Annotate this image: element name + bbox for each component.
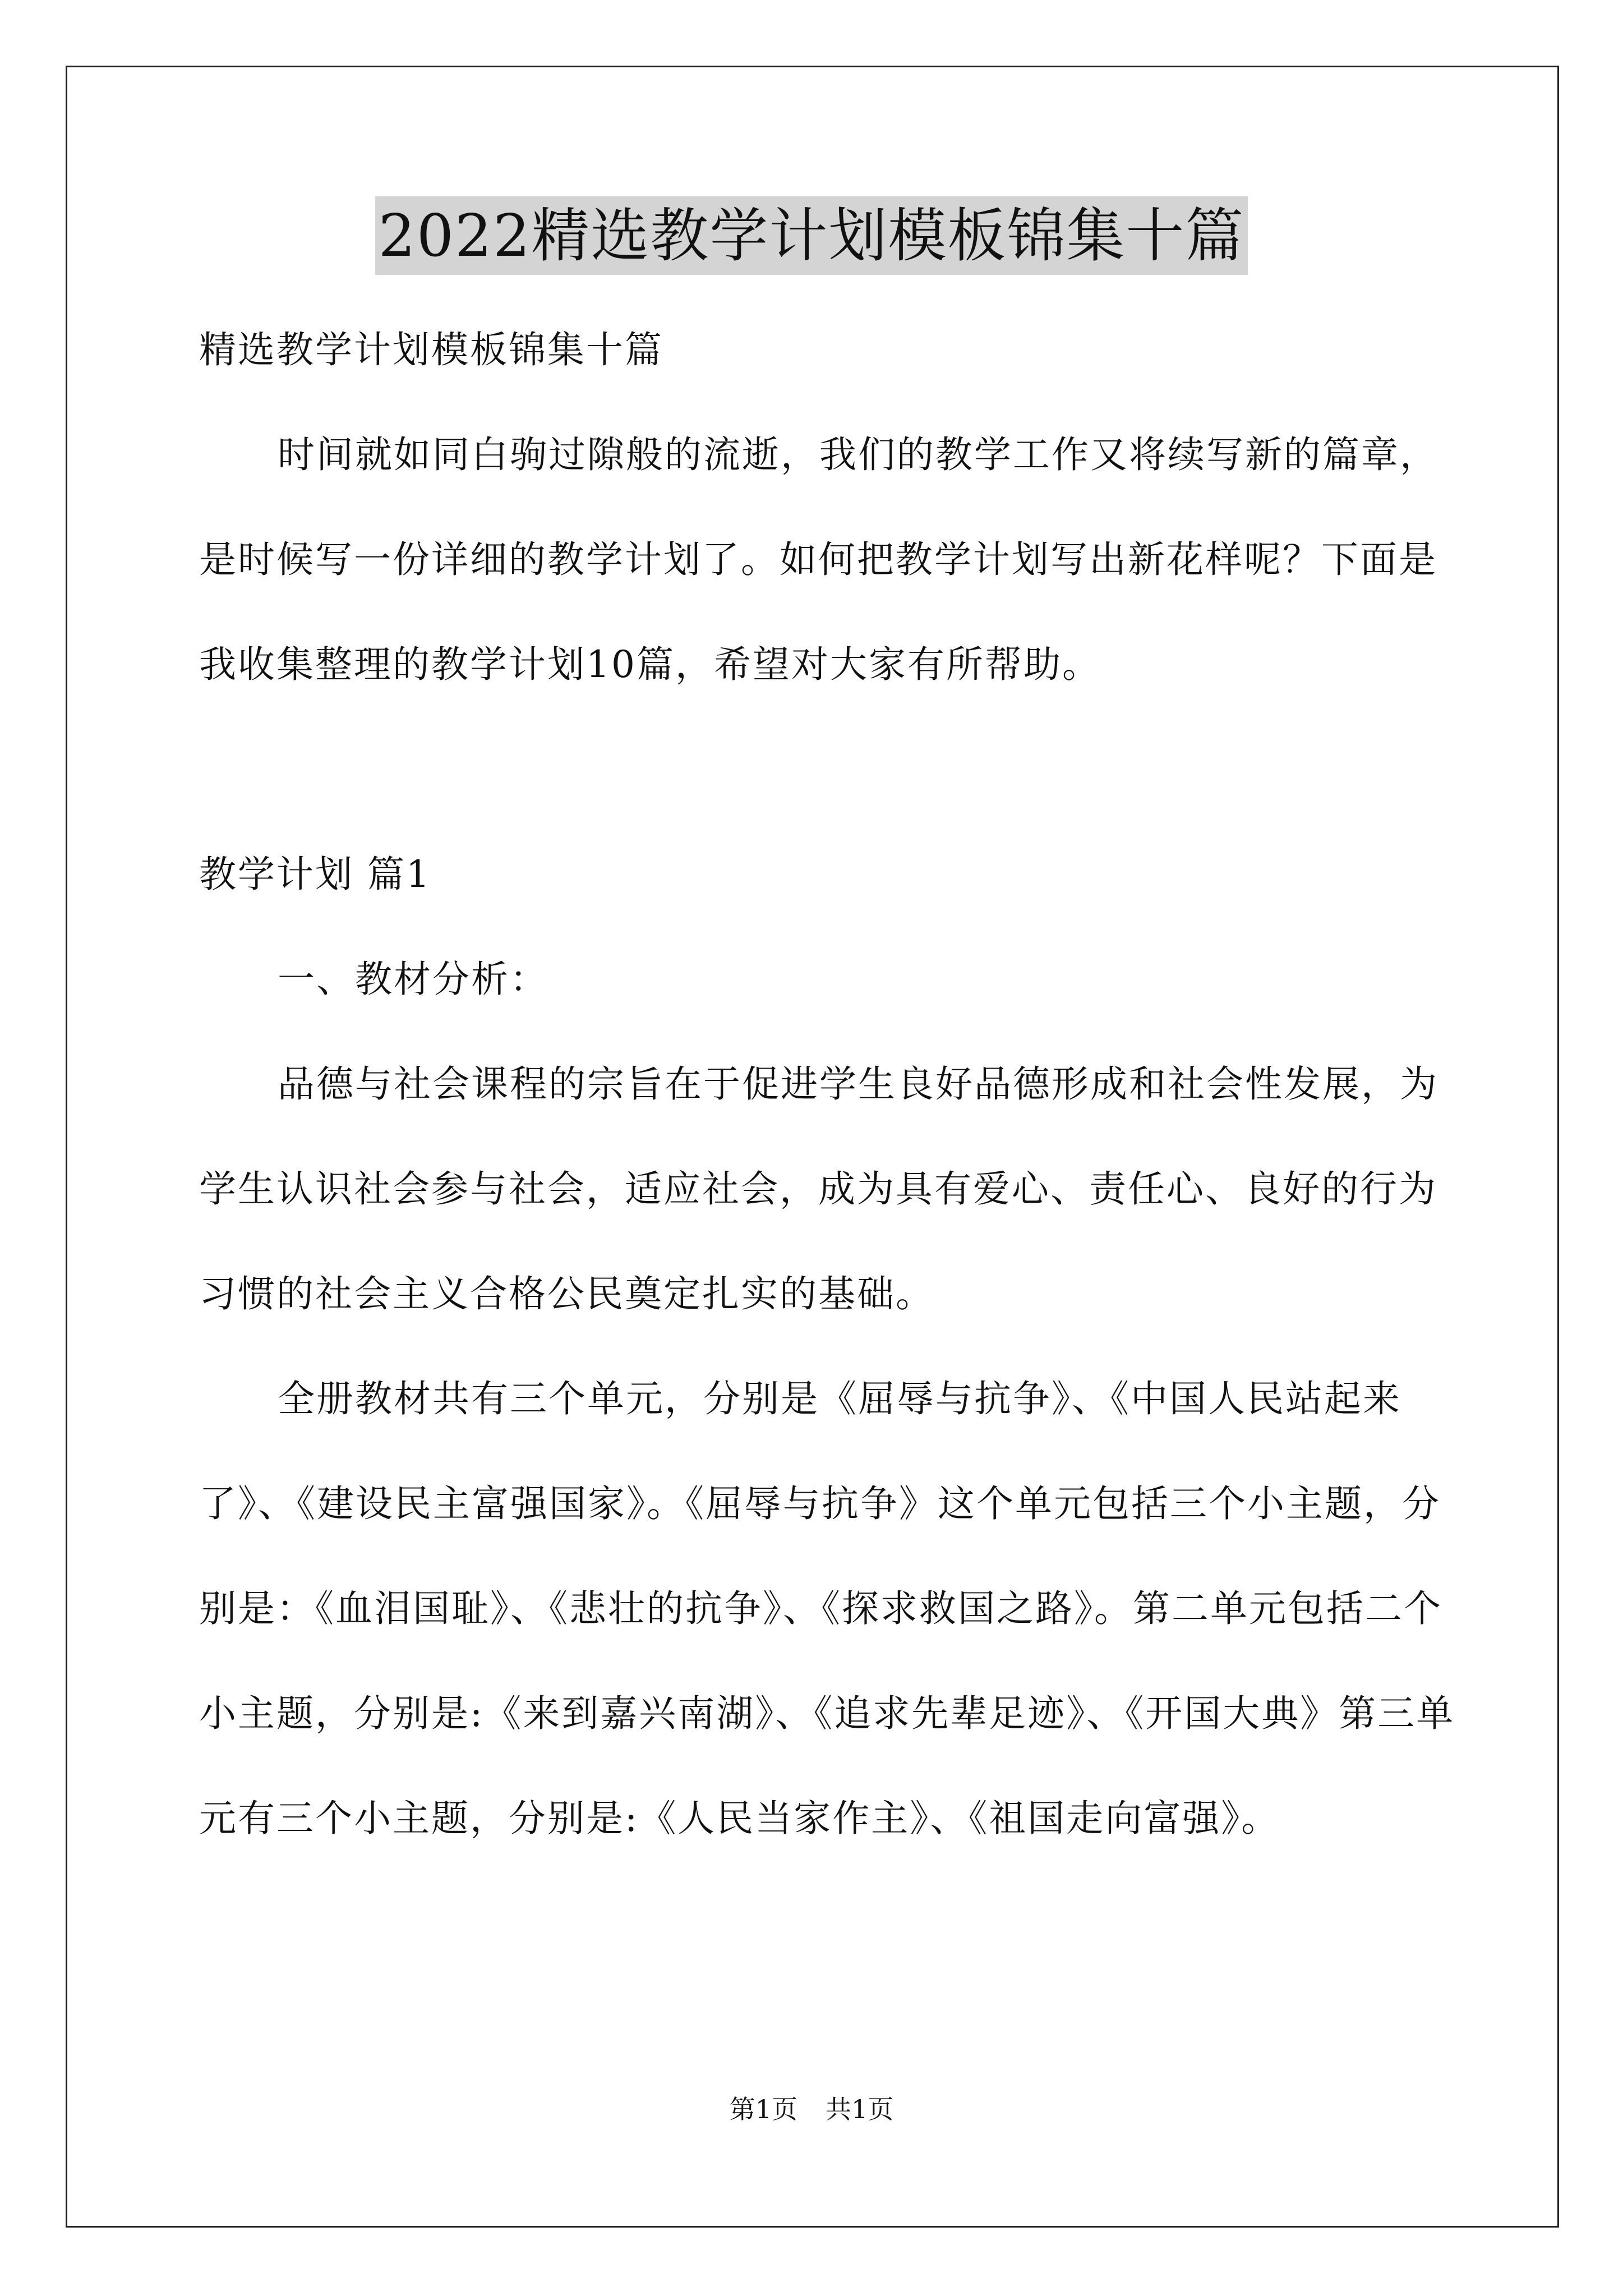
page-footer xyxy=(0,2092,1623,2126)
title-container xyxy=(0,196,1623,275)
document-body xyxy=(199,297,1461,1871)
page-number-current: 第1页 xyxy=(729,2094,797,2124)
page-number-total: 共1页 xyxy=(826,2094,894,2124)
body-paragraph-1: 品德与社会课程的宗旨在于促进学生良好品德形成和社会性发展，为学生认识社会参与社会，适应社会，成为具有爱心、责任心、良好的行为习惯的社会主义合格公民奠定扎实的基础。 xyxy=(199,1062,1438,1315)
intro-paragraph: 时间就如同白驹过隙般的流逝，我们的教学工作又将续写新的篇章，是时候写一份详细的教学计划了。如何把教学计划写出新花样呢？下面是我收集整理的教学计划10篇，希望对大家有所帮助。 xyxy=(199,433,1438,686)
document-subtitle: 精选教学计划模板锦集十篇 xyxy=(199,328,663,371)
section-heading: 教学计划 篇1 xyxy=(199,853,431,896)
body-paragraph-2: 全册教材共有三个单元，分别是《屈辱与抗争》、《中国人民站起来了》、《建设民主富强国家》。《屈辱与抗争》这个单元包括三个小主题，分别是：《血泪国耻》、《悲壮的抗争》、《探求救国之路》。第二单元包括二个小主题，分别是:《来到嘉兴南湖》、《追求先辈足迹》、《开国大典》第三单元有三个小主题，分别是:《人民当家作主》、《祖国走向富强》。 xyxy=(199,1377,1455,1840)
document-title: 2022精选教学计划模板锦集十篇 xyxy=(375,196,1248,275)
subsection-heading: 一、教材分析： xyxy=(278,958,548,1001)
